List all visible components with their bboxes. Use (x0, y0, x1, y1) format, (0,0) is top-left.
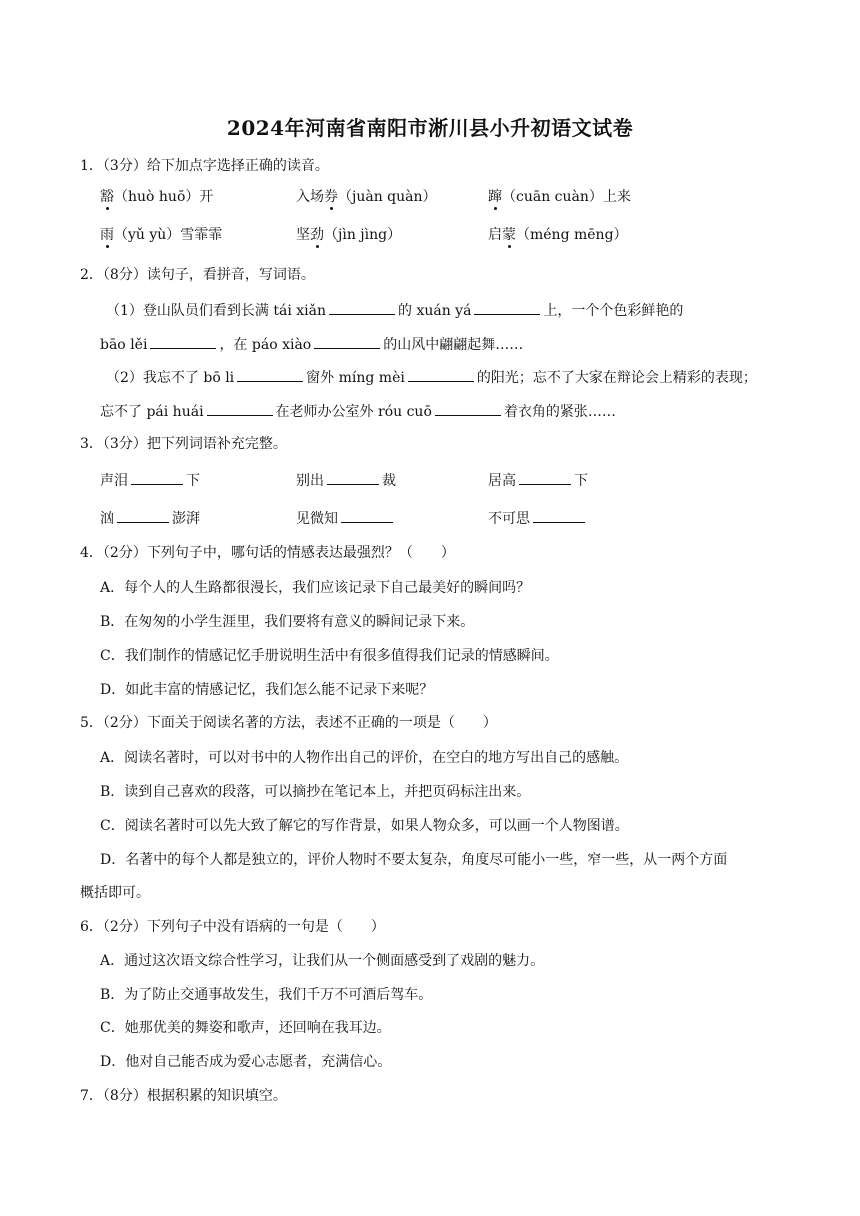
q5-option-a[interactable]: A．阅读名著时，可以对书中的人物作出自己的评价，在空白的地方写出自己的感触。 (100, 750, 629, 766)
idiom-start: 居高 (488, 473, 516, 489)
idiom-end: 澎湃 (172, 511, 200, 527)
question-2-stem: 2．（8分）读句子，看拼音，写词语。 (80, 267, 315, 283)
text-segment: 着衣角的紧张…… (503, 404, 616, 420)
idiom-item (100, 508, 200, 529)
word-prefix: 启 (488, 227, 502, 243)
q5-option-b[interactable]: B．读到自己喜欢的段落，可以摘抄在笔记本上，并把页码标注出来。 (100, 784, 531, 800)
q4-option-d[interactable]: D．如此丰富的情感记忆，我们怎么能不记录下来呢？ (100, 682, 434, 698)
dotted-char: 蒙 (502, 227, 516, 243)
dotted-char: 券 (324, 189, 338, 205)
q2-line-4 (100, 401, 616, 422)
answer-blank[interactable] (474, 300, 540, 315)
answer-blank[interactable] (533, 508, 585, 523)
text-segment: 的山风中翩翩起舞…… (383, 337, 524, 353)
idiom-start: 别出 (296, 473, 324, 489)
q2-line-1 (106, 300, 683, 321)
idiom-item (296, 508, 396, 529)
text-segment: （1）登山队员们看到长满 tái xiǎn (106, 303, 326, 319)
answer-blank[interactable] (408, 367, 474, 382)
reading-options: （méng mēng） (516, 227, 628, 243)
dotted-char: 雨 (100, 227, 114, 243)
word-prefix: 入场 (296, 189, 324, 205)
text-segment: ，在 páo xiào (219, 337, 312, 353)
dotted-char: 豁 (100, 189, 114, 205)
q1-item (296, 225, 401, 245)
answer-blank[interactable] (150, 334, 216, 349)
q4-option-c[interactable]: C．我们制作的情感记忆手册说明生活中有很多值得我们记录的情感瞬间。 (100, 648, 559, 664)
dotted-char: 蹿 (488, 189, 502, 205)
word-prefix: 坚 (296, 227, 310, 243)
q4-option-a[interactable]: A．每个人的人生路都很漫长，我们应该记录下自己最美好的瞬间吗？ (100, 580, 531, 596)
text-segment: bāo lěi (100, 337, 148, 353)
idiom-start: 声泪 (100, 473, 128, 489)
q1-item (100, 225, 222, 245)
answer-blank[interactable] (131, 470, 183, 485)
q2-line-3 (106, 367, 757, 388)
reading-options: （juàn quàn） (338, 189, 437, 205)
answer-blank[interactable] (341, 508, 393, 523)
q1-item (296, 187, 437, 207)
idiom-item (488, 470, 588, 491)
question-6-stem: 6．（2分）下列句子中没有语病的一句是（ ） (80, 919, 385, 935)
idiom-end: 下 (186, 473, 200, 489)
text-segment: 的 xuán yá (398, 303, 472, 319)
text-segment: 窗外 míng mèi (306, 370, 405, 386)
text-segment: 在老师办公室外 róu cuō (275, 404, 432, 420)
q6-option-b[interactable]: B．为了防止交通事故发生，我们千万不可酒后驾车。 (100, 987, 433, 1003)
idiom-item (296, 470, 396, 491)
q5-option-c[interactable]: C．阅读名著时可以先大致了解它的写作背景，如果人物众多，可以画一个人物图谱。 (100, 818, 629, 834)
idiom-end: 裁 (382, 473, 396, 489)
answer-blank[interactable] (435, 401, 501, 416)
answer-blank[interactable] (327, 470, 379, 485)
text-segment: （2）我忘不了 bō li (106, 370, 235, 386)
idiom-start: 不可思 (488, 511, 530, 527)
answer-blank[interactable] (519, 470, 571, 485)
reading-options: （jìn jìng） (324, 227, 402, 243)
idiom-start: 见微知 (296, 511, 338, 527)
q1-item (488, 225, 628, 245)
idiom-start: 汹 (100, 511, 114, 527)
answer-blank[interactable] (237, 367, 303, 382)
reading-options: （cuān cuàn）上来 (502, 189, 631, 205)
reading-options: （huò huō）开 (114, 189, 214, 205)
text-segment: 上，一个个色彩鲜艳的 (543, 303, 684, 319)
answer-blank[interactable] (117, 508, 169, 523)
q6-option-a[interactable]: A．通过这次语文综合性学习，让我们从一个侧面感受到了戏剧的魅力。 (100, 953, 545, 969)
question-3-stem: 3．（3分）把下列词语补充完整。 (80, 436, 287, 452)
dotted-char: 劲 (310, 227, 324, 243)
answer-blank[interactable] (314, 334, 380, 349)
idiom-end: 下 (574, 473, 588, 489)
q1-item (488, 187, 631, 207)
answer-blank[interactable] (329, 300, 395, 315)
question-4-stem: 4．（2分）下列句子中，哪句话的情感表达最强烈？（ ） (80, 545, 455, 561)
idiom-item (488, 508, 588, 529)
answer-blank[interactable] (207, 401, 273, 416)
q6-option-c[interactable]: C．她那优美的舞姿和歌声，还回响在我耳边。 (100, 1020, 391, 1036)
q5-option-d-continuation: 概括即可。 (80, 885, 150, 901)
q5-option-d[interactable]: D．名著中的每个人都是独立的，评价人物时不要太复杂，角度尽可能小一些，窄一些，从一两个方面 (100, 852, 728, 868)
text-segment: 的阳光；忘不了大家在辩论会上精彩的表现； (476, 370, 757, 386)
question-5-stem: 5．（2分）下面关于阅读名著的方法，表述不正确的一项是（ ） (80, 715, 497, 731)
reading-options: （yǔ yù）雪霏霏 (114, 227, 223, 243)
q6-option-d[interactable]: D．他对自己能否成为爱心志愿者，充满信心。 (100, 1054, 392, 1070)
question-1-stem: 1．（3分）给下加点字选择正确的读音。 (80, 158, 329, 174)
q4-option-b[interactable]: B．在匆匆的小学生涯里，我们要将有意义的瞬间记录下来。 (100, 614, 475, 630)
idiom-item (100, 470, 200, 491)
text-segment: 忘不了 pái huái (100, 404, 204, 420)
question-7-stem: 7．（8分）根据积累的知识填空。 (80, 1088, 287, 1104)
page-title: 2024年河南省南阳市淅川县小升初语文试卷 (226, 116, 634, 140)
q2-line-2 (100, 334, 523, 355)
q1-item (100, 187, 213, 207)
